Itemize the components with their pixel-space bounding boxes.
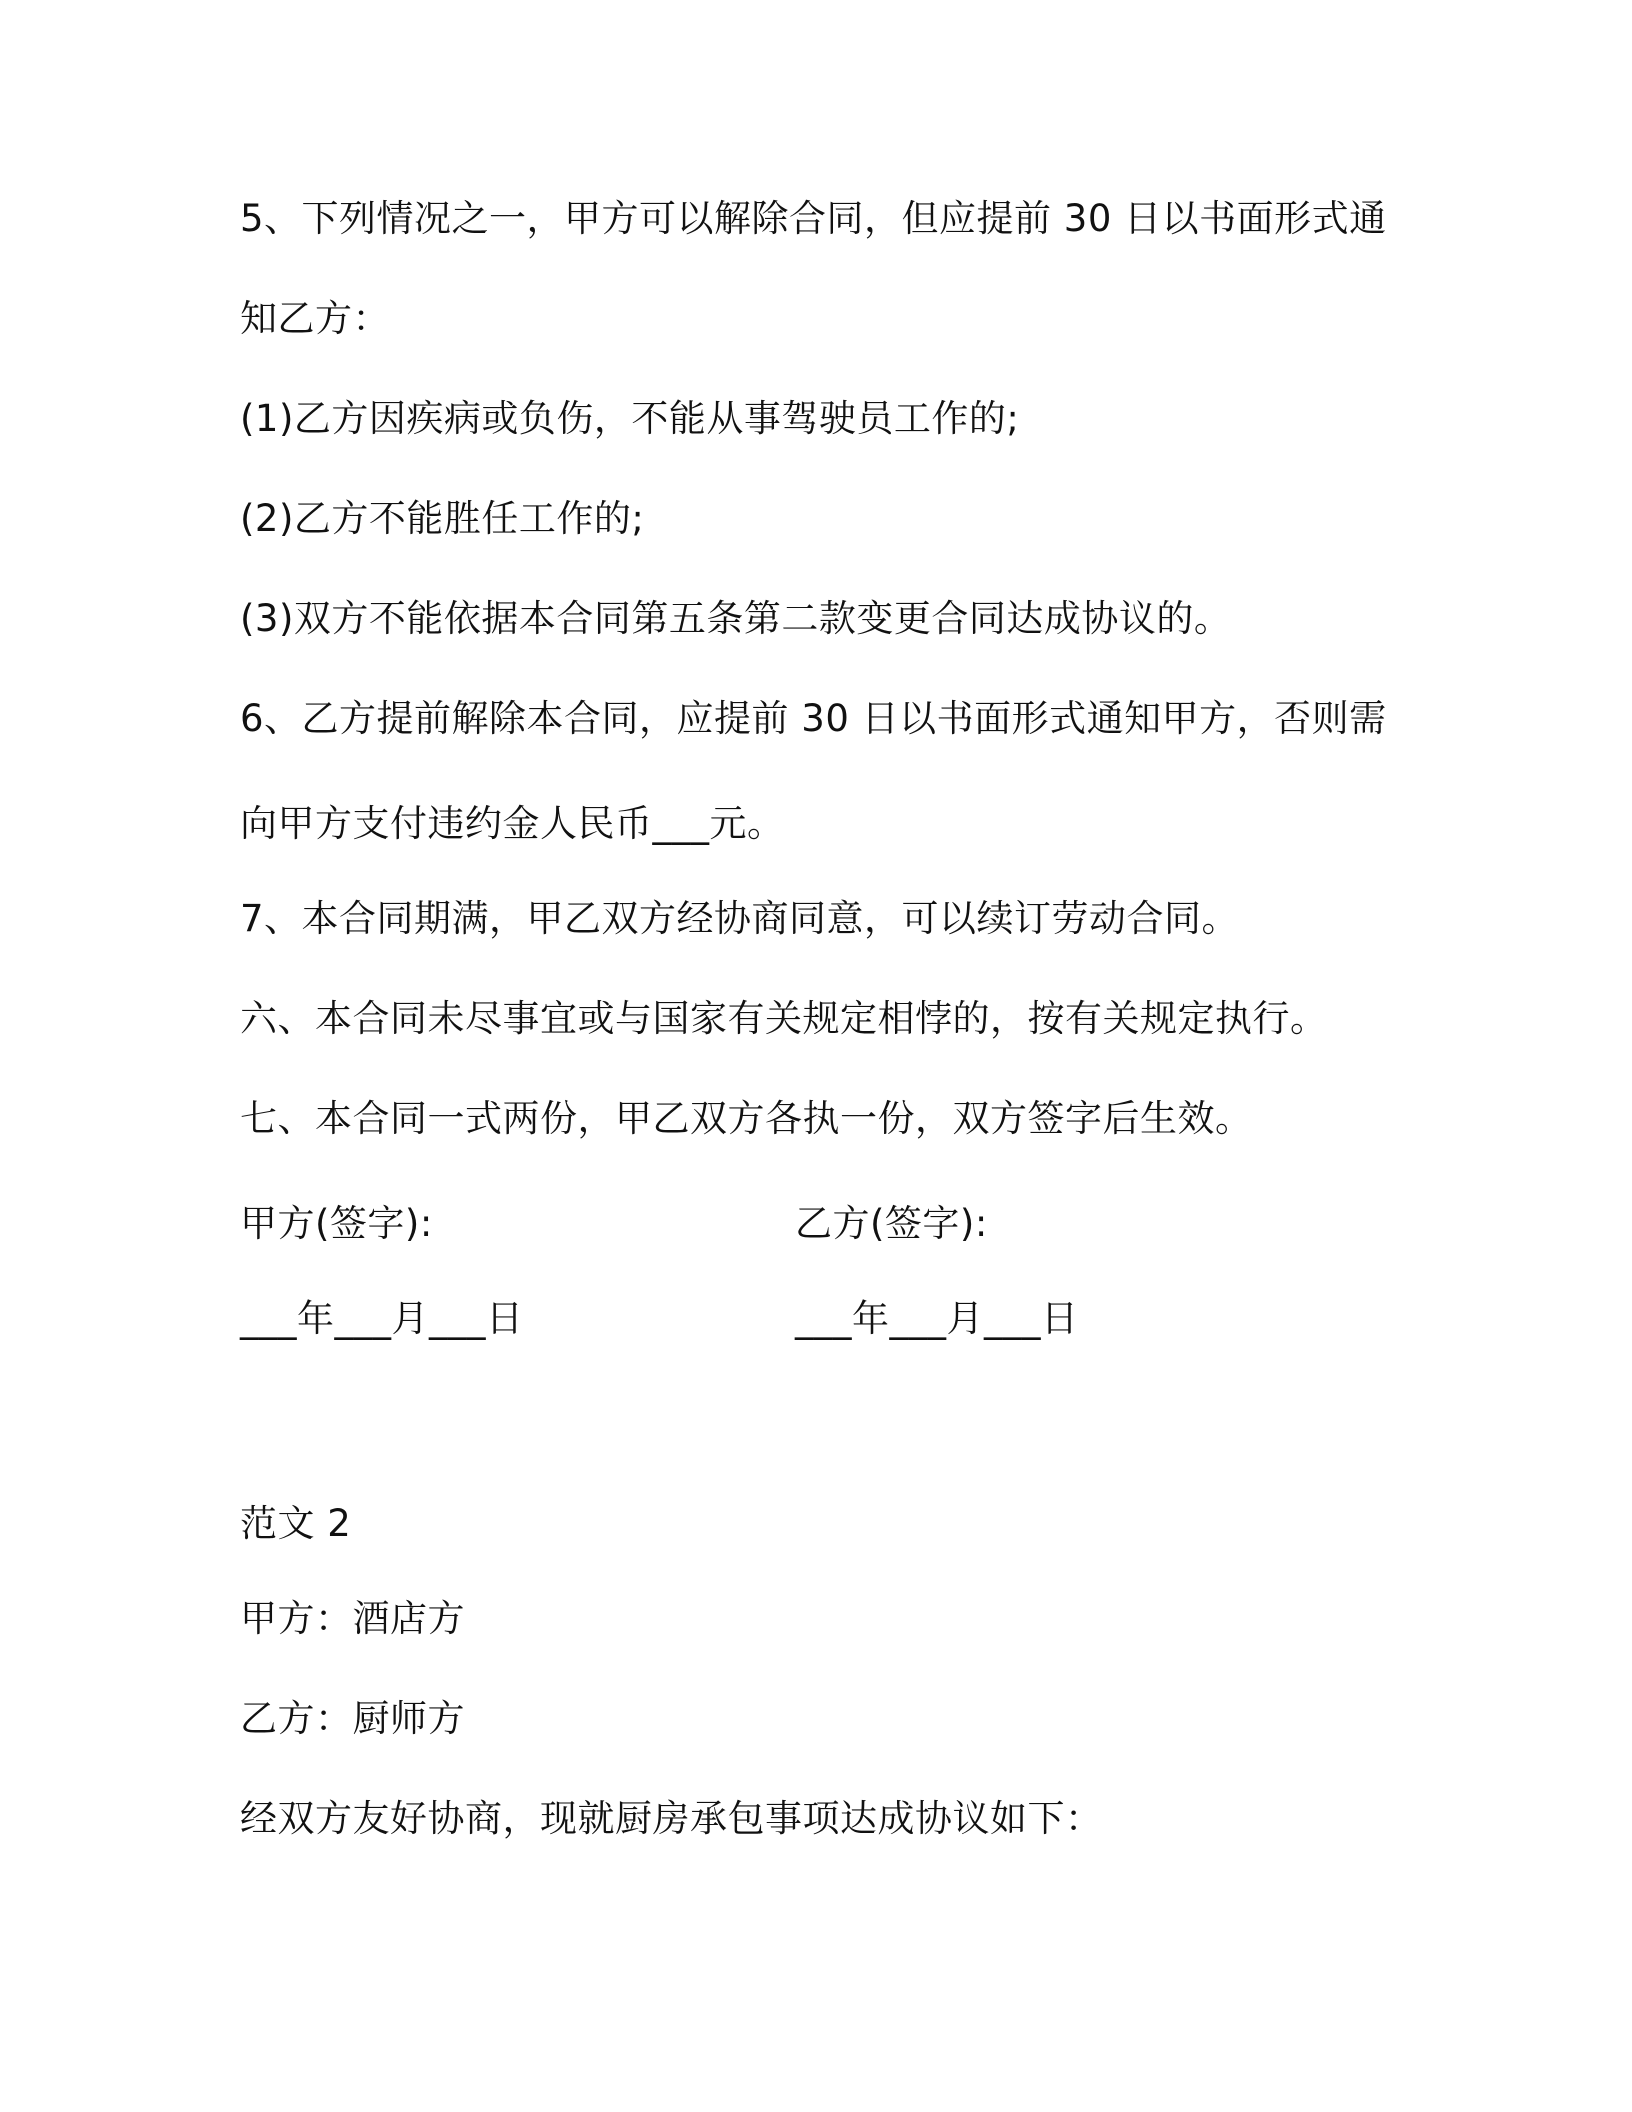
party-a-signature-label: 甲方(签字): <box>240 1202 433 1245</box>
party-a-signature-date: ___年___月___日 <box>240 1297 524 1340</box>
sample-2-intro: 经双方友好协商，现就厨房承包事项达成协议如下： <box>240 1797 1103 1840</box>
clause-5-item-3: (3)双方不能依据本合同第五条第二款变更合同达成协议的。 <box>240 597 1232 640</box>
clause-7: 7、本合同期满，甲乙双方经协商同意，可以续订劳动合同。 <box>240 897 1240 940</box>
clause-6-line-1: 6、乙方提前解除本合同，应提前 30 日以书面形式通知甲方，否则需 <box>240 697 1387 740</box>
clause-6-line-2: 向甲方支付违约金人民币___元。 <box>240 802 785 845</box>
clause-5-line-1: 5、下列情况之一，甲方可以解除合同，但应提前 30 日以书面形式通 <box>240 197 1387 240</box>
article-7: 七、本合同一式两份，甲乙双方各执一份，双方签字后生效。 <box>240 1097 1253 1140</box>
clause-5-item-2: (2)乙方不能胜任工作的; <box>240 497 645 540</box>
clause-5-item-1: (1)乙方因疾病或负伤，不能从事驾驶员工作的; <box>240 397 1020 440</box>
sample-2-party-b: 乙方：厨师方 <box>240 1697 465 1740</box>
party-b-signature-label: 乙方(签字): <box>795 1202 988 1245</box>
sample-2-party-a: 甲方：酒店方 <box>240 1597 465 1640</box>
sample-2-title: 范文 2 <box>240 1502 352 1545</box>
article-6: 六、本合同未尽事宜或与国家有关规定相悖的，按有关规定执行。 <box>240 997 1328 1040</box>
party-b-signature-date: ___年___月___日 <box>795 1297 1079 1340</box>
clause-5-line-2: 知乙方： <box>240 297 390 340</box>
